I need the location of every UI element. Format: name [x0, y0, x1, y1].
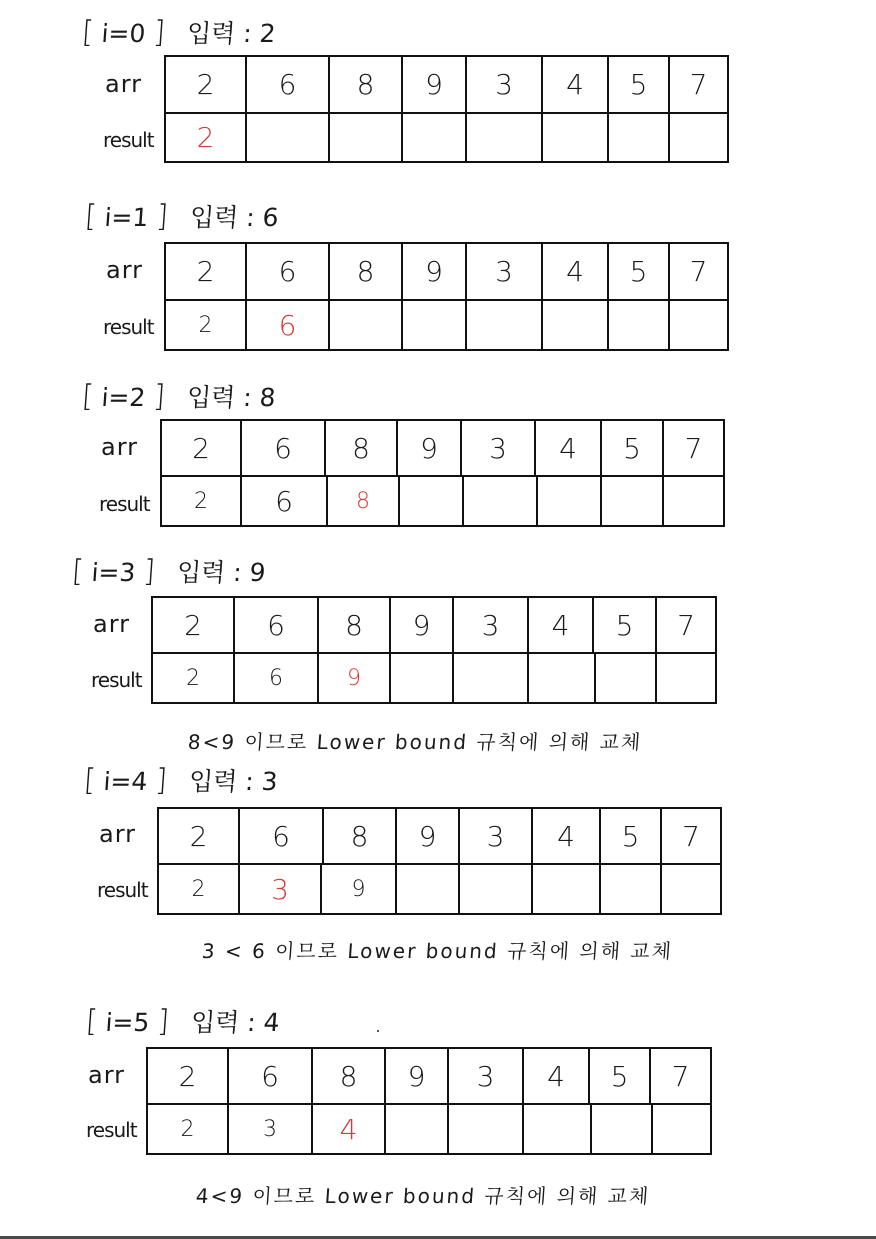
bracket-close: ]: [155, 199, 170, 234]
result-cell: [403, 301, 467, 349]
arr-cell: 7: [684, 431, 703, 465]
result-cell: [653, 1105, 710, 1153]
arr-cell: 8: [319, 598, 391, 652]
input-value: 8: [258, 383, 277, 412]
result-cell: [533, 865, 601, 913]
index-label: i=3: [90, 558, 137, 587]
arr-cell: 4: [529, 598, 594, 652]
result-row: [162, 477, 723, 525]
bracket-open: [: [84, 1004, 99, 1039]
step-header: [84, 198, 280, 234]
arr-cell: 4: [533, 809, 601, 863]
arr-row: [153, 598, 715, 654]
arr-cell: 9: [403, 57, 467, 112]
arr-cell: 8: [330, 57, 403, 112]
array-table: [164, 242, 729, 351]
arr-cell: 9: [386, 1049, 449, 1103]
result-label: result: [103, 128, 154, 152]
bracket-open: [: [83, 199, 98, 234]
arr-cell: 9: [391, 598, 454, 652]
result-cell: [524, 1105, 592, 1153]
result-cell: [601, 865, 662, 913]
result-label: result: [99, 492, 150, 516]
result-cell: 3: [240, 865, 322, 913]
arr-cell: 6: [247, 244, 330, 299]
result-cell: [538, 477, 602, 525]
arr-label: arr: [88, 1061, 126, 1089]
arr-row: [162, 421, 723, 477]
result-cell: [543, 114, 609, 161]
step-header: [81, 378, 277, 414]
input-value: 2: [258, 19, 277, 48]
arr-cell: 9: [397, 809, 460, 863]
input-label: 입력 :: [189, 1008, 257, 1037]
result-row: [166, 114, 727, 161]
result-cell: 6: [247, 301, 330, 349]
result-cell: [670, 301, 727, 349]
arr-cell: 2: [153, 598, 235, 652]
arr-cell: 4: [524, 1049, 590, 1103]
arr-cell: 8: [313, 1049, 386, 1103]
index-label: i=2: [100, 383, 147, 412]
result-cell: [592, 1105, 653, 1153]
bracket-close: ]: [152, 379, 167, 414]
result-label: result: [103, 315, 154, 339]
index-label: i=1: [103, 203, 150, 232]
result-cell: 6: [242, 477, 328, 525]
step-header: [85, 1003, 281, 1039]
arr-cell: 5: [609, 57, 670, 112]
array-table: [146, 1047, 712, 1155]
arr-cell: 3: [460, 809, 533, 863]
result-cell: [467, 301, 543, 349]
result-cell: 2: [153, 654, 235, 702]
bracket-open: [: [80, 15, 95, 50]
arr-row: [166, 244, 727, 301]
result-cell: [247, 114, 330, 161]
arr-cell: 3: [462, 421, 536, 475]
result-row: [153, 654, 715, 702]
result-row: [166, 301, 727, 349]
result-cell: 6: [235, 654, 319, 702]
result-cell: 9: [322, 865, 397, 913]
arr-cell: 6: [240, 809, 324, 863]
arr-cell: 6: [229, 1049, 313, 1103]
result-label: result: [86, 1118, 137, 1142]
result-cell: [397, 865, 460, 913]
arr-label: arr: [99, 820, 137, 848]
result-cell: [664, 477, 723, 525]
result-cell: 8: [328, 477, 400, 525]
arr-row: [159, 809, 720, 865]
result-cell: [464, 477, 538, 525]
result-cell: 2: [162, 477, 242, 525]
arr-cell: 7: [677, 608, 695, 642]
arr-label: arr: [101, 433, 139, 461]
arr-cell: 7: [689, 255, 708, 288]
index-label: i=5: [104, 1008, 151, 1037]
result-cell: [449, 1105, 524, 1153]
arr-label: arr: [93, 610, 131, 638]
arr-cell: 6: [242, 421, 326, 475]
arr-cell: 4: [536, 421, 602, 475]
input-value: 4: [262, 1008, 281, 1037]
arr-cell: 9: [403, 244, 467, 299]
bracket-close: ]: [142, 554, 157, 589]
result-cell: [662, 865, 720, 913]
result-cell: 2: [166, 301, 247, 349]
arr-cell: 4: [543, 244, 609, 299]
arr-cell: 2: [159, 809, 240, 863]
step-note: 8<9 이므로 Lower bound 규칙에 의해 교체: [187, 730, 644, 754]
result-cell: 4: [313, 1105, 386, 1153]
arr-cell: 5: [609, 244, 670, 299]
arr-cell: 9: [398, 421, 462, 475]
index-label: i=4: [102, 767, 149, 796]
result-cell: 2: [159, 865, 240, 913]
arr-label: arr: [105, 70, 143, 98]
arr-cell: 8: [324, 809, 397, 863]
step-note: 3 < 6 이므로 Lower bound 규칙에 의해 교체: [201, 939, 674, 963]
arr-cell: 2: [148, 1049, 229, 1103]
result-cell: [609, 301, 670, 349]
result-cell: [330, 301, 403, 349]
arr-cell: 5: [594, 598, 657, 652]
arr-cell: 5: [602, 421, 664, 475]
arr-cell: 5: [601, 809, 662, 863]
result-cell: [330, 114, 403, 161]
input-label: 입력 :: [185, 19, 253, 48]
arr-cell: 2: [166, 244, 247, 299]
arr-cell: 3: [467, 57, 543, 112]
array-table: [157, 807, 722, 915]
result-cell: 3: [229, 1105, 313, 1153]
result-cell: [467, 114, 543, 161]
index-label: i=0: [100, 19, 147, 48]
step-header: [83, 762, 279, 798]
result-cell: [386, 1105, 449, 1153]
arr-cell: 6: [235, 598, 319, 652]
result-cell: [609, 114, 670, 161]
arr-cell: 7: [671, 1059, 690, 1093]
arr-cell: 3: [449, 1049, 524, 1103]
result-cell: 2: [148, 1105, 229, 1153]
input-value: 9: [248, 558, 267, 587]
input-label: 입력 :: [188, 203, 256, 232]
arr-cell: 8: [326, 421, 398, 475]
step-header: [81, 14, 277, 50]
input-label: 입력 :: [175, 558, 243, 587]
step-header: [71, 553, 267, 589]
result-cell: [400, 477, 464, 525]
arr-cell: 8: [330, 244, 403, 299]
arr-cell: 7: [682, 819, 700, 853]
result-label: result: [97, 878, 148, 902]
arr-cell: 2: [166, 57, 247, 112]
result-cell: [454, 654, 529, 702]
result-cell: [403, 114, 467, 161]
step-note: 4<9 이므로 Lower bound 규칙에 의해 교체: [195, 1184, 652, 1208]
result-row: [148, 1105, 710, 1153]
result-label: result: [91, 668, 142, 692]
arr-label: arr: [106, 256, 144, 284]
arr-cell: 7: [689, 68, 708, 101]
bracket-open: [: [82, 763, 97, 798]
result-cell: [602, 477, 664, 525]
result-cell: [657, 654, 715, 702]
array-table: [160, 419, 725, 527]
bracket-close: ]: [156, 1004, 171, 1039]
result-cell: 9: [319, 654, 391, 702]
result-cell: [460, 865, 533, 913]
input-value: 3: [260, 767, 279, 796]
arr-cell: 4: [543, 57, 609, 112]
arr-row: [166, 57, 727, 114]
result-cell: [529, 654, 596, 702]
arr-cell: 3: [467, 244, 543, 299]
result-cell: [543, 301, 609, 349]
arr-cell: 3: [454, 598, 529, 652]
input-value: 6: [261, 203, 280, 232]
stray-dot: [377, 1030, 379, 1032]
result-row: [159, 865, 720, 913]
result-cell: [391, 654, 454, 702]
array-table: [151, 596, 717, 704]
arr-cell: 6: [247, 57, 330, 112]
bracket-open: [: [80, 379, 95, 414]
arr-row: [148, 1049, 710, 1105]
bracket-close: ]: [152, 15, 167, 50]
result-cell: 2: [166, 114, 247, 161]
bracket-close: ]: [154, 763, 169, 798]
bracket-open: [: [70, 554, 85, 589]
result-cell: [670, 114, 727, 161]
arr-cell: 5: [590, 1049, 651, 1103]
array-table: [164, 55, 729, 163]
result-cell: [596, 654, 657, 702]
input-label: 입력 :: [185, 383, 253, 412]
input-label: 입력 :: [187, 767, 255, 796]
arr-cell: 2: [162, 421, 242, 475]
